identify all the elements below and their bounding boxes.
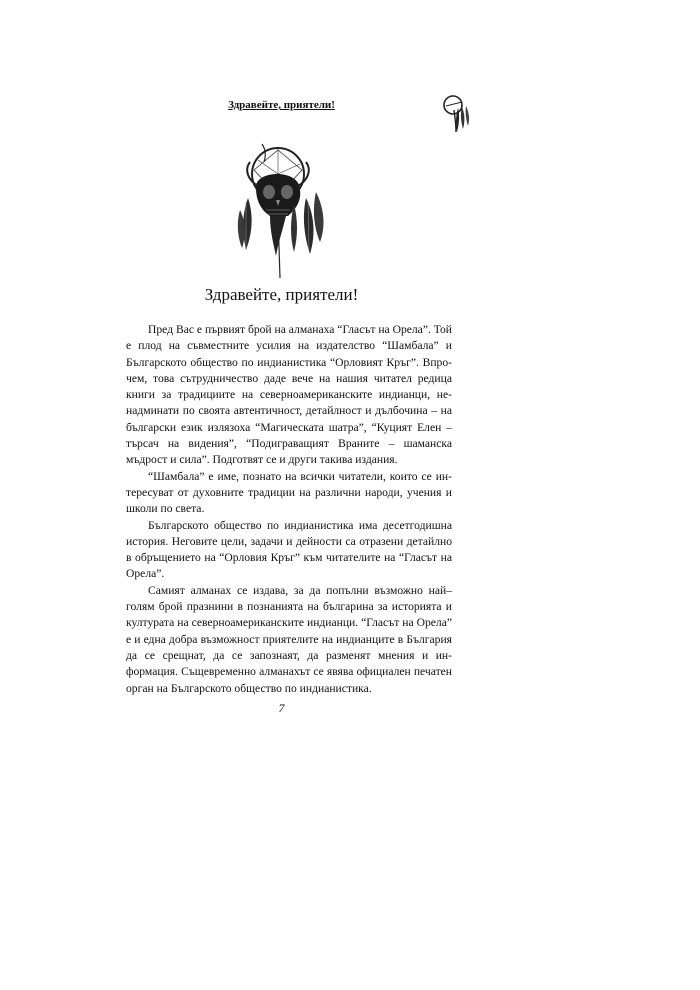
page-title: Здравейте, приятели!: [204, 285, 359, 304]
paragraph: “Шамбала” е име, познато на всички читатели, които се интересуват от духовните традиции на различни народи, учения и школи по света.: [126, 469, 452, 516]
page-number: 7: [278, 701, 285, 715]
paragraph: Самият алманах се издава, за да попълни възможно най–голям брой празнини в познанията на българина за историята и културата на северноамериканските индианци. “Гласът на Орела” е и една добра възможност приятелите на индианците в България да се срещнат, да се запознаят, да разменят мнения и информация. Същевременно алманахът се явява официален печатен орган на Българското общество по индианистика.: [126, 583, 452, 695]
paragraph: Българското общество по индианистика има десетгодишна история. Неговите цели, задачи и дейности са отразени детайлно в обръщението на “Орловия Кръг” към читателите на “Гласът на Орела”.: [126, 518, 452, 581]
running-head: Здравейте, приятели!: [228, 99, 335, 111]
paragraph: Пред Вас е първият брой на алманаха “Гласът на Орела”. Той е плод на съвместните усилия на издателство “Шамбала” и Българското общество по индианистика “Орловият Кръг”. Впрочем, това сътрудничество даде вече на нашия читател редица книги за традициите на северноамериканските индианци, ненадминати по своята автентичност, детайлност и дълбочина – на български език излязоха “Магическата шатра”, “Куцият Елен – търсач на видения”, “Подиграващият Враните – шаманска мъдрост и сила”. Подготвят се и други такива издания.: [126, 323, 452, 467]
dreamcatcher-skull-emblem: [236, 140, 328, 280]
dreamcatcher-icon: [438, 94, 474, 134]
body-text: [126, 322, 452, 697]
